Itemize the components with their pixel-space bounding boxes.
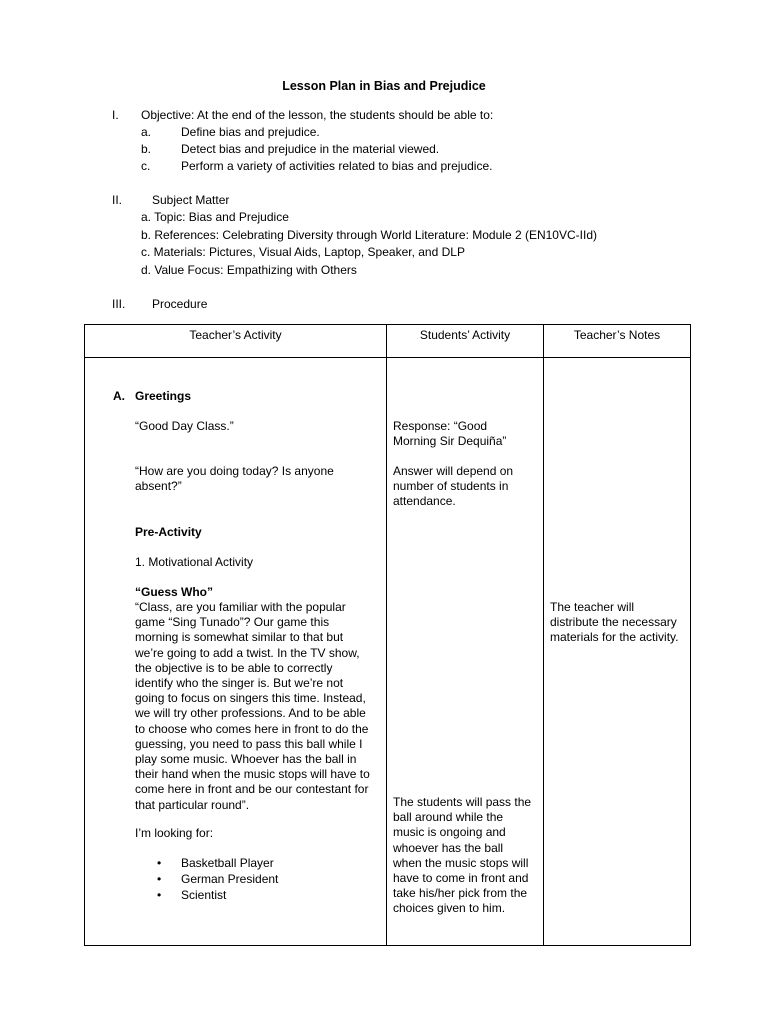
teacher-activity-cell <box>85 358 387 946</box>
section-numeral-objective: I. <box>112 108 119 122</box>
objective-marker: c. <box>141 159 151 173</box>
pass-line: The students will pass the <box>393 795 532 809</box>
response-line: Morning Sir Dequiña” <box>393 434 507 448</box>
list-item: Basketball Player <box>181 856 274 870</box>
notes-line: distribute the necessary <box>550 615 677 630</box>
bullet-icon: • <box>157 856 162 870</box>
pass-line: have to come in front and <box>393 871 529 885</box>
how-are-you-line: absent?” <box>135 479 182 493</box>
paragraph-line: to choose who comes here in front to do the <box>135 721 369 736</box>
document-title: Lesson Plan in Bias and Prejudice <box>282 79 486 93</box>
motivational-activity-line: 1. Motivational Activity <box>135 555 254 569</box>
paragraph-line: morning is somewhat similar to that but <box>135 630 344 645</box>
pass-line: music is ongoing and <box>393 825 506 840</box>
subject-matter-heading: Subject Matter <box>152 193 230 207</box>
good-day-line: “Good Day Class.” <box>135 419 234 433</box>
paragraph-line: guessing, you need to pass this ball while I <box>135 736 363 751</box>
paragraph-line: that particular round”. <box>135 797 250 812</box>
greetings-marker: A. <box>113 389 125 403</box>
objective-item: Perform a variety of activities related to bias and prejudice. <box>181 159 493 173</box>
section-numeral-subject-matter: II. <box>112 193 123 207</box>
procedure-heading: Procedure <box>152 297 208 311</box>
objective-item: Define bias and prejudice. <box>181 125 320 139</box>
objective-item: Detect bias and prejudice in the material viewed. <box>181 142 440 156</box>
how-are-you-line: “How are you doing today? Is anyone <box>135 464 334 478</box>
paragraph-line: play some music. Whoever has the ball in <box>135 752 357 766</box>
paragraph-line: “Class, are you familiar with the popular <box>135 600 346 614</box>
bullet-icon: • <box>157 872 162 886</box>
procedure-table <box>84 324 691 946</box>
table-header-row <box>85 325 691 358</box>
pass-line: ball around while the <box>393 810 504 825</box>
paragraph-line: their hand when the music stops will have to <box>135 767 370 782</box>
students-activity-cell <box>387 358 544 946</box>
guess-who-heading: “Guess Who” <box>135 585 214 599</box>
subject-matter-item: c. Materials: Pictures, Visual Aids, Laptop, Speaker, and DLP <box>141 245 465 259</box>
looking-for-line: I’m looking for: <box>135 826 214 840</box>
paragraph-line: come here in front and be our contestant for <box>135 782 369 797</box>
header-students-activity: Students’ Activity <box>387 325 544 358</box>
table-row <box>85 358 691 946</box>
paragraph-line: we’re going to add a twist. In the TV show, <box>135 645 360 660</box>
paragraph-line: identify who the singer is. But we’re not <box>135 676 344 690</box>
subject-matter-item: a. Topic: Bias and Prejudice <box>141 210 289 224</box>
answer-line: number of students in <box>393 479 509 493</box>
pass-line: take his/her pick from the <box>393 886 528 901</box>
pass-line: whoever has the ball <box>393 840 504 855</box>
bullet-icon: • <box>157 888 162 902</box>
paragraph-line: going to focus on singers this time. Instead, <box>135 691 366 706</box>
header-teachers-activity: Teacher’s Activity <box>85 325 387 358</box>
subject-matter-item: d. Value Focus: Empathizing with Others <box>141 263 357 277</box>
subject-matter-item: b. References: Celebrating Diversity through World Literature: Module 2 (EN10VC-IId) <box>141 228 597 242</box>
notes-line: materials for the activity. <box>550 630 679 645</box>
paragraph-line: the objective is to be able to correctly <box>135 660 333 675</box>
teachers-notes-cell <box>544 358 691 946</box>
pass-line: choices given to him. <box>393 901 506 916</box>
response-line: Response: “Good <box>393 419 488 433</box>
paragraph-line: game “Sing Tunado”? Our game this <box>135 615 330 630</box>
pass-line: when the music stops will <box>393 855 529 870</box>
greetings-heading: Greetings <box>135 389 192 403</box>
list-item: German President <box>181 872 279 886</box>
answer-line: attendance. <box>393 494 456 508</box>
objective-marker: a. <box>141 125 152 139</box>
pre-activity-heading: Pre-Activity <box>135 525 202 539</box>
objective-marker: b. <box>141 142 152 156</box>
paragraph-line: we will try other professions. And to be able <box>135 706 366 721</box>
answer-line: Answer will depend on <box>393 464 514 478</box>
section-numeral-procedure: III. <box>112 297 126 311</box>
notes-line: The teacher will <box>550 600 635 614</box>
header-teachers-notes: Teacher’s Notes <box>544 325 691 358</box>
objective-heading: Objective: At the end of the lesson, the students should be able to: <box>141 108 494 122</box>
list-item: Scientist <box>181 888 227 902</box>
